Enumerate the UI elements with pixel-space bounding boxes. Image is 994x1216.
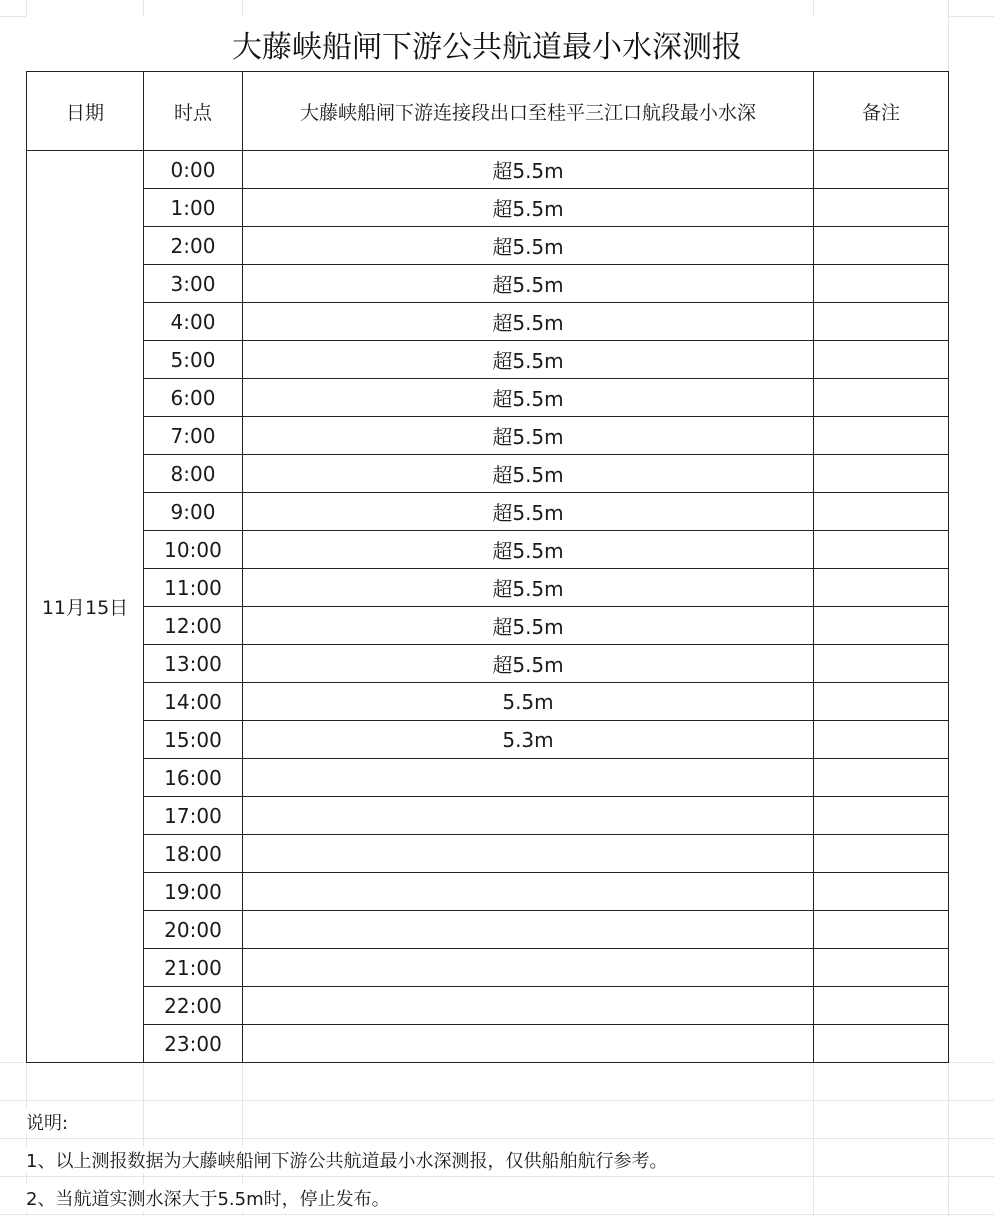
- time-cell[interactable]: 14:00: [144, 683, 243, 721]
- time-cell[interactable]: 18:00: [144, 835, 243, 873]
- table-row: [27, 455, 949, 493]
- table-row: [27, 189, 949, 227]
- date-cell[interactable]: 11月15日: [27, 151, 144, 1063]
- remark-cell[interactable]: [814, 341, 949, 379]
- remark-cell[interactable]: [814, 949, 949, 987]
- table-row: [27, 607, 949, 645]
- table-row: [27, 1025, 949, 1063]
- time-cell[interactable]: 15:00: [144, 721, 243, 759]
- notes-line-1: 1、以上测报数据为大藤峡船闸下游公共航道最小水深测报，仅供船舶航行参考。: [26, 1147, 673, 1173]
- time-cell[interactable]: 11:00: [144, 569, 243, 607]
- depth-cell[interactable]: [243, 797, 814, 835]
- time-cell[interactable]: 13:00: [144, 645, 243, 683]
- remark-cell[interactable]: [814, 873, 949, 911]
- table-row: [27, 417, 949, 455]
- depth-cell[interactable]: 超5.5m: [243, 303, 814, 341]
- remark-cell[interactable]: [814, 721, 949, 759]
- table-row: [27, 873, 949, 911]
- depth-cell[interactable]: 超5.5m: [243, 645, 814, 683]
- depth-cell[interactable]: 超5.5m: [243, 531, 814, 569]
- table-row: [27, 341, 949, 379]
- depth-cell[interactable]: 超5.5m: [243, 227, 814, 265]
- remark-cell[interactable]: [814, 797, 949, 835]
- table-row: [27, 493, 949, 531]
- depth-cell[interactable]: 超5.5m: [243, 379, 814, 417]
- header-date[interactable]: 日期: [27, 72, 144, 151]
- depth-cell[interactable]: [243, 949, 814, 987]
- table-row: [27, 569, 949, 607]
- remark-cell[interactable]: [814, 987, 949, 1025]
- time-cell[interactable]: 17:00: [144, 797, 243, 835]
- depth-cell[interactable]: 超5.5m: [243, 341, 814, 379]
- table-row: [27, 645, 949, 683]
- remark-cell[interactable]: [814, 683, 949, 721]
- time-cell[interactable]: 22:00: [144, 987, 243, 1025]
- time-cell[interactable]: 19:00: [144, 873, 243, 911]
- table-row: [27, 759, 949, 797]
- time-cell[interactable]: 3:00: [144, 265, 243, 303]
- time-cell[interactable]: 23:00: [144, 1025, 243, 1063]
- table-row: [27, 151, 949, 189]
- remark-cell[interactable]: [814, 569, 949, 607]
- time-cell[interactable]: 5:00: [144, 341, 243, 379]
- table-row: [27, 683, 949, 721]
- remark-cell[interactable]: [814, 227, 949, 265]
- table-header-row: [27, 72, 949, 151]
- remark-cell[interactable]: [814, 189, 949, 227]
- table-row: [27, 721, 949, 759]
- depth-report-table: [26, 71, 949, 1063]
- table-row: [27, 797, 949, 835]
- time-cell[interactable]: 4:00: [144, 303, 243, 341]
- remark-cell[interactable]: [814, 493, 949, 531]
- depth-cell[interactable]: 5.3m: [243, 721, 814, 759]
- depth-cell[interactable]: 超5.5m: [243, 265, 814, 303]
- table-row: [27, 265, 949, 303]
- remark-cell[interactable]: [814, 151, 949, 189]
- remark-cell[interactable]: [814, 645, 949, 683]
- table-row: [27, 835, 949, 873]
- depth-cell[interactable]: 超5.5m: [243, 151, 814, 189]
- depth-cell[interactable]: 超5.5m: [243, 417, 814, 455]
- table-row: [27, 379, 949, 417]
- table-row: [27, 911, 949, 949]
- time-cell[interactable]: 16:00: [144, 759, 243, 797]
- remark-cell[interactable]: [814, 455, 949, 493]
- table-row: [27, 949, 949, 987]
- depth-cell[interactable]: [243, 1025, 814, 1063]
- depth-cell[interactable]: [243, 759, 814, 797]
- time-cell[interactable]: 21:00: [144, 949, 243, 987]
- depth-cell[interactable]: 超5.5m: [243, 569, 814, 607]
- table-row: [27, 987, 949, 1025]
- time-cell[interactable]: 1:00: [144, 189, 243, 227]
- time-cell[interactable]: 20:00: [144, 911, 243, 949]
- time-cell[interactable]: 7:00: [144, 417, 243, 455]
- table-row: [27, 531, 949, 569]
- remark-cell[interactable]: [814, 1025, 949, 1063]
- header-depth[interactable]: 大藤峡船闸下游连接段出口至桂平三江口航段最小水深: [243, 72, 814, 151]
- time-cell[interactable]: 9:00: [144, 493, 243, 531]
- report-title: 大藤峡船闸下游公共航道最小水深测报: [26, 16, 948, 71]
- depth-cell[interactable]: [243, 835, 814, 873]
- time-cell[interactable]: 8:00: [144, 455, 243, 493]
- depth-cell[interactable]: 超5.5m: [243, 189, 814, 227]
- remark-cell[interactable]: [814, 531, 949, 569]
- depth-cell[interactable]: 超5.5m: [243, 493, 814, 531]
- depth-cell[interactable]: 5.5m: [243, 683, 814, 721]
- time-cell[interactable]: 2:00: [144, 227, 243, 265]
- notes-heading: 说明:: [26, 1109, 74, 1135]
- time-cell[interactable]: 10:00: [144, 531, 243, 569]
- depth-cell[interactable]: [243, 873, 814, 911]
- time-cell[interactable]: 0:00: [144, 151, 243, 189]
- depth-cell[interactable]: [243, 987, 814, 1025]
- table-row: [27, 303, 949, 341]
- remark-cell[interactable]: [814, 607, 949, 645]
- depth-cell[interactable]: [243, 911, 814, 949]
- time-cell[interactable]: 6:00: [144, 379, 243, 417]
- table-row: [27, 227, 949, 265]
- remark-cell[interactable]: [814, 911, 949, 949]
- time-cell[interactable]: 12:00: [144, 607, 243, 645]
- remark-cell[interactable]: [814, 303, 949, 341]
- depth-cell[interactable]: 超5.5m: [243, 455, 814, 493]
- remark-cell[interactable]: [814, 835, 949, 873]
- notes-line-2: 2、当航道实测水深大于5.5m时，停止发布。: [26, 1185, 396, 1211]
- remark-cell[interactable]: [814, 417, 949, 455]
- remark-cell[interactable]: [814, 379, 949, 417]
- header-time[interactable]: 时点: [144, 72, 243, 151]
- remark-cell[interactable]: [814, 265, 949, 303]
- remark-cell[interactable]: [814, 759, 949, 797]
- header-remark[interactable]: 备注: [814, 72, 949, 151]
- depth-cell[interactable]: 超5.5m: [243, 607, 814, 645]
